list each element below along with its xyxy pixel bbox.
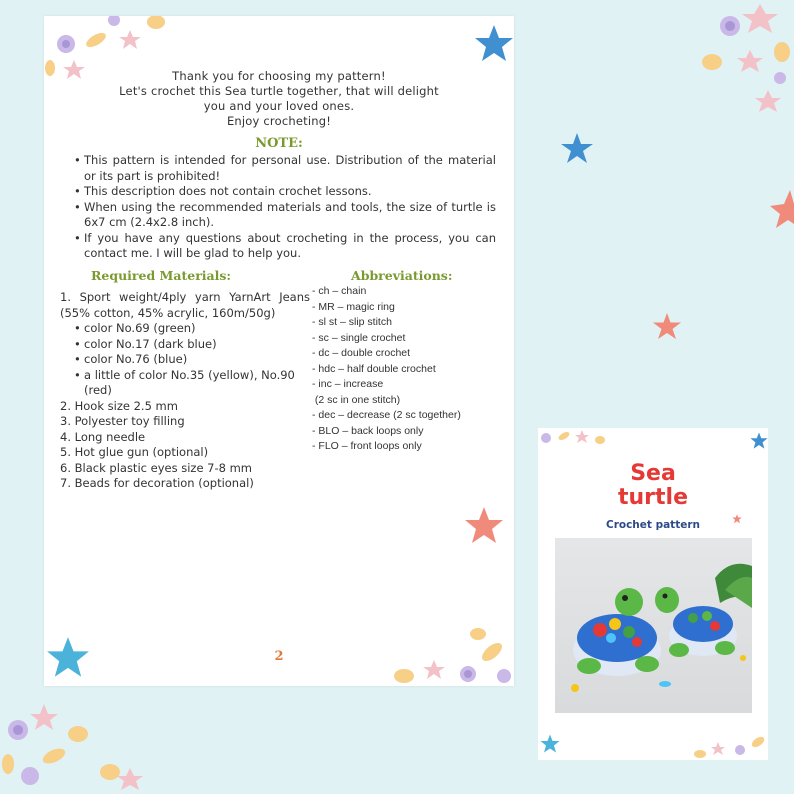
materials-list [60,290,310,492]
abbreviation-item: - dec – decrease (2 sc together) [312,409,461,421]
starfish-icon [652,312,682,342]
crochet-turtles-image [555,538,752,713]
note-list [74,153,496,262]
material-item: 3. Polyester toy filling [60,414,185,428]
cover-title-line: Sea [630,461,676,486]
intro-line: Thank you for choosing my pattern! [172,69,386,83]
abbreviation-item: - dc – double crochet [312,347,411,359]
cover-subtitle: Crochet pattern [605,519,700,531]
abbreviation-item: - BLO – back loops only [312,424,424,437]
material-item: 5. Hot glue gun (optional) [60,445,209,459]
seashell-border-bottom-icon [688,728,768,760]
starfish-icon [766,188,794,232]
starfish-icon [560,132,594,166]
note-item: • When using the recommended materials and tools, the size of turtle is 6x7 cm (2.4x2.8 inch). [74,200,496,231]
materials-heading: Required Materials: [91,268,232,283]
abbreviations-heading: Abbreviations: [351,268,453,283]
turtle-photo [555,538,752,713]
note-item: • This pattern is intended for personal use. Distribution of the material or its part is prohibited! [74,153,496,184]
abbreviations-list [312,284,512,455]
abbreviation-item: - MR – magic ring [312,300,395,313]
color-item: • color No.76 (blue) [60,352,310,368]
color-item: • a little of color No.35 (yellow), No.90 (red) [60,368,310,399]
intro-line: Let's crochet this Sea turtle together, that will delight [119,84,439,98]
starfish-icon [750,432,768,450]
abbreviation-item: - FLO – front loops only [312,440,422,452]
color-item: • color No.17 (dark blue) [60,337,310,353]
cover-title [538,462,768,510]
abbreviation-item: - hdc – half double crochet [312,362,436,375]
seashell-border-top-icon [538,428,618,450]
starfish-icon [464,506,504,546]
seashell-decoration-icon [0,690,160,794]
material-item: 2. Hook size 2.5 mm [60,398,178,413]
material-item: 6. Black plastic eyes size 7-8 mm [60,460,253,475]
abbreviation-item: - sc – single crochet [312,331,406,344]
pattern-page [44,16,514,686]
seashell-decoration-icon [690,0,794,120]
abbreviation-item: - ch – chain [312,285,367,297]
starfish-icon [540,734,560,754]
intro-line: Enjoy crocheting! [226,114,332,128]
note-heading: NOTE: [255,136,303,151]
cover-title-line: turtle [617,485,688,510]
cover-preview [538,428,768,760]
material-item: 4. Long needle [60,429,146,444]
note-item: • If you have any questions about crocheting in the process, you can contact me. I will be glad to help you. [74,231,496,262]
note-item: • This description does not contain crochet lessons. [74,184,496,200]
color-item: • color No.69 (green) [60,321,310,337]
abbreviation-item: - inc – increase [312,378,384,390]
starfish-icon [474,24,514,64]
page-number: 2 [274,649,284,664]
abbreviation-item: - sl st – slip stitch [312,316,392,328]
abbreviation-item: (2 sc in one stitch) [312,393,401,406]
intro-line: you and your loved ones. [203,99,355,113]
material-item: 1. Sport weight/4ply yarn YarnArt Jeans (55% cotton, 45% acrylic, 160m/50g) [60,290,310,320]
intro-text [44,69,514,129]
material-item: 7. Beads for decoration (optional) [60,476,254,490]
